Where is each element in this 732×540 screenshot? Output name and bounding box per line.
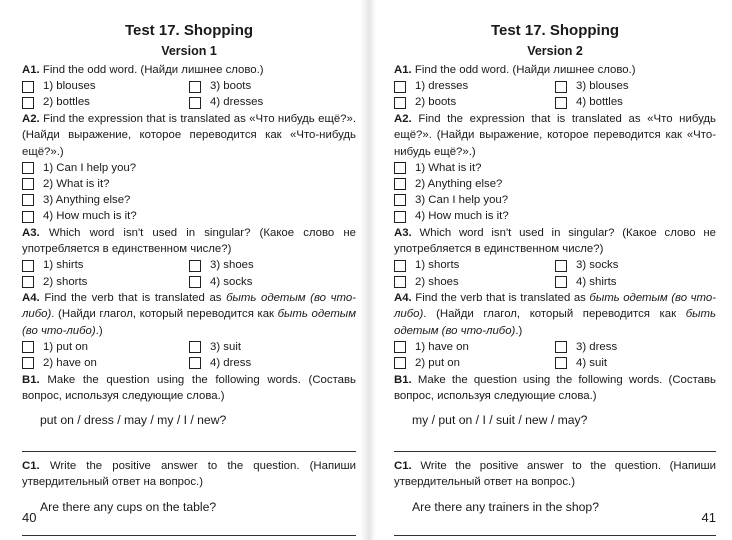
question-text: Find the odd word. (Найди лишнее слово.) (42, 64, 264, 76)
option-3[interactable] (555, 258, 716, 274)
question-text: Find the odd word. (Найди лишнее слово.) (414, 64, 636, 76)
right-page (394, 0, 716, 540)
checkbox[interactable] (189, 81, 201, 93)
option-2[interactable] (22, 355, 189, 371)
checkbox[interactable] (555, 97, 567, 109)
checkbox[interactable] (22, 162, 34, 174)
option-label: 3) suit (210, 341, 242, 354)
book-gutter (360, 0, 376, 540)
question-c1 (22, 458, 356, 536)
answer-line[interactable] (394, 451, 716, 452)
option-4[interactable] (555, 355, 716, 371)
question-a3 (22, 225, 356, 290)
question-number: C1. (394, 459, 412, 472)
option-label: 2) boots (415, 96, 457, 109)
left-page (22, 0, 356, 540)
question-number: A1. (22, 64, 40, 76)
checkbox[interactable] (189, 97, 201, 109)
question-text: Write the positive answer to the question. (Напиши утвердительный ответ на вопрос.) (22, 459, 356, 489)
option-label: 4) dresses (210, 96, 264, 109)
question-text: Make the question using the following words. (Составь вопрос, используя следующие слова.) (22, 373, 356, 402)
option-label: 4) dress (210, 357, 252, 370)
checkbox[interactable] (22, 276, 34, 288)
option-3[interactable] (189, 78, 356, 94)
option-3[interactable] (189, 258, 356, 274)
question-text-part: Find the verb that is translated as (415, 291, 590, 304)
checkbox[interactable] (555, 260, 567, 272)
question-text: Write the positive answer to the question. (Напиши утвердительный ответ на вопрос.) (394, 459, 716, 489)
question-a4 (394, 290, 716, 372)
option-label: 4) How much is it? (43, 210, 137, 223)
question-a3 (394, 225, 716, 290)
checkbox[interactable] (22, 341, 34, 353)
option-2[interactable] (394, 274, 555, 290)
question-b1 (22, 372, 356, 452)
answer-line[interactable] (22, 451, 356, 452)
option-3[interactable] (555, 78, 716, 94)
option-1[interactable] (22, 160, 356, 176)
option-label: 2) Anything else? (415, 178, 503, 191)
answer-line[interactable] (22, 535, 356, 536)
question-text-part: . (Найди глагол, который переводится как (51, 308, 278, 321)
option-4[interactable] (22, 209, 356, 225)
option-1[interactable] (22, 78, 189, 94)
question-a4 (22, 290, 356, 372)
version-label: Version 1 (161, 44, 217, 58)
checkbox[interactable] (394, 97, 406, 109)
checkbox[interactable] (394, 162, 406, 174)
checkbox[interactable] (394, 194, 406, 206)
option-label: 2) shoes (415, 275, 459, 288)
question-number: B1. (394, 373, 412, 386)
checkbox[interactable] (394, 260, 406, 272)
option-label: 4) suit (576, 357, 608, 370)
question-number: A2. (22, 112, 40, 125)
option-label: 3) blouses (576, 80, 629, 93)
option-label: 3) dress (576, 341, 618, 354)
question-prompt: Are there any cups on the table? (40, 499, 217, 514)
option-label: 4) How much is it? (415, 210, 509, 223)
option-label: 3) shoes (210, 259, 254, 272)
option-label: 1) have on (415, 341, 469, 354)
checkbox[interactable] (394, 81, 406, 93)
question-number: A3. (22, 226, 40, 239)
question-text: Find the expression that is translated as «Что нибудь ещё?». (Найди выражение, которое переводится как «Что-нибудь ещё?».) (394, 112, 716, 158)
question-text: Which word isn't used in singular? (Какое слово не употребляется в единственном числе?) (394, 226, 716, 256)
checkbox[interactable] (394, 211, 406, 223)
question-a2 (22, 111, 356, 225)
checkbox[interactable] (22, 97, 34, 109)
option-label: 1) dresses (415, 80, 469, 93)
option-label: 4) socks (210, 275, 253, 288)
option-label: 2) What is it? (43, 178, 110, 191)
question-text-part: .) (515, 324, 523, 337)
checkbox[interactable] (22, 178, 34, 190)
option-2[interactable] (22, 274, 189, 290)
option-4[interactable] (189, 274, 356, 290)
checkbox[interactable] (394, 357, 406, 369)
question-a1 (394, 62, 716, 111)
question-a1 (22, 62, 356, 111)
option-2[interactable] (394, 176, 716, 192)
question-number: B1. (22, 373, 40, 386)
option-3[interactable] (22, 192, 356, 208)
checkbox[interactable] (189, 260, 201, 272)
option-label: 4) shirts (576, 275, 617, 288)
option-label: 1) Can I help you? (43, 161, 137, 174)
checkbox[interactable] (22, 194, 34, 206)
option-label: 3) boots (210, 80, 252, 93)
option-4[interactable] (189, 355, 356, 371)
option-3[interactable] (189, 339, 356, 355)
question-prompt: Are there any trainers in the shop? (412, 499, 599, 514)
option-label: 1) What is it? (415, 161, 482, 174)
checkbox[interactable] (189, 357, 201, 369)
question-number: A4. (22, 291, 40, 304)
option-1[interactable] (394, 78, 555, 94)
checkbox[interactable] (394, 341, 406, 353)
question-text: Make the question using the following words. (Составь вопрос, используя следующие слова.) (394, 373, 716, 402)
checkbox[interactable] (555, 357, 567, 369)
option-label: 2) bottles (43, 96, 90, 109)
option-label: 3) Anything else? (43, 194, 131, 207)
checkbox[interactable] (555, 341, 567, 353)
option-3[interactable] (394, 192, 716, 208)
option-label: 3) Can I help you? (415, 194, 509, 207)
question-number: C1. (22, 459, 40, 472)
option-4[interactable] (394, 209, 716, 225)
answer-line[interactable] (394, 535, 716, 536)
checkbox[interactable] (189, 341, 201, 353)
checkbox[interactable] (22, 211, 34, 223)
checkbox[interactable] (22, 81, 34, 93)
option-1[interactable] (22, 258, 189, 274)
option-3[interactable] (555, 339, 716, 355)
checkbox[interactable] (555, 81, 567, 93)
option-label: 1) blouses (43, 80, 96, 93)
option-label: 4) bottles (576, 96, 623, 109)
question-italic-phrase: быть одетым (во что-либо) (394, 291, 716, 321)
question-text-part: . (Найди глагол, который переводится как (423, 308, 686, 321)
checkbox[interactable] (22, 260, 34, 272)
question-a2 (394, 111, 716, 225)
option-label: 2) shorts (43, 275, 88, 288)
checkbox[interactable] (555, 276, 567, 288)
checkbox[interactable] (22, 357, 34, 369)
question-c1 (394, 458, 716, 536)
question-text: Which word isn't used in singular? (Какое слово не употребляется в единственном числе?) (22, 226, 357, 256)
question-italic-phrase: быть одетым (во что-либо) (394, 308, 716, 337)
version-label: Version 2 (527, 44, 583, 58)
option-2[interactable] (394, 355, 555, 371)
question-number: A4. (394, 291, 412, 304)
test-title: Test 17. Shopping (124, 22, 254, 39)
option-label: 2) put on (415, 357, 460, 370)
question-b1 (394, 372, 716, 452)
option-label: 1) shirts (43, 259, 84, 272)
word-prompt: my / put on / I / suit / new / may? (412, 413, 588, 428)
question-italic-phrase: быть одетым (во что-либо) (22, 308, 357, 337)
checkbox[interactable] (394, 276, 406, 288)
option-4[interactable] (555, 274, 716, 290)
page-number: 40 (22, 509, 37, 525)
option-1[interactable] (394, 258, 555, 274)
option-1[interactable] (22, 339, 189, 355)
checkbox[interactable] (394, 178, 406, 190)
option-1[interactable] (394, 160, 716, 176)
option-2[interactable] (22, 176, 356, 192)
option-4[interactable] (189, 95, 356, 111)
question-number: A3. (394, 226, 412, 239)
question-text-part: .) (95, 324, 103, 337)
option-label: 1) shorts (415, 259, 460, 272)
question-number: A2. (394, 112, 412, 125)
question-text: Find the expression that is translated as «Что нибудь ещё?». (Найди выражение, которое переводится как «Что-нибудь ещё?».) (22, 112, 356, 158)
option-1[interactable] (394, 339, 555, 355)
page-number: 41 (701, 509, 716, 525)
question-text-part: Find the verb that is translated as (44, 291, 227, 304)
option-label: 3) socks (576, 259, 619, 272)
word-prompt: put on / dress / may / my / I / new? (40, 413, 227, 428)
option-2[interactable] (394, 95, 555, 111)
question-italic-phrase: быть одетым (во что-либо) (22, 291, 356, 321)
option-2[interactable] (22, 95, 189, 111)
option-4[interactable] (555, 95, 716, 111)
question-number: A1. (394, 64, 412, 76)
option-label: 1) put on (43, 341, 88, 354)
test-title: Test 17. Shopping (490, 22, 620, 39)
option-label: 2) have on (43, 357, 97, 370)
checkbox[interactable] (189, 276, 201, 288)
